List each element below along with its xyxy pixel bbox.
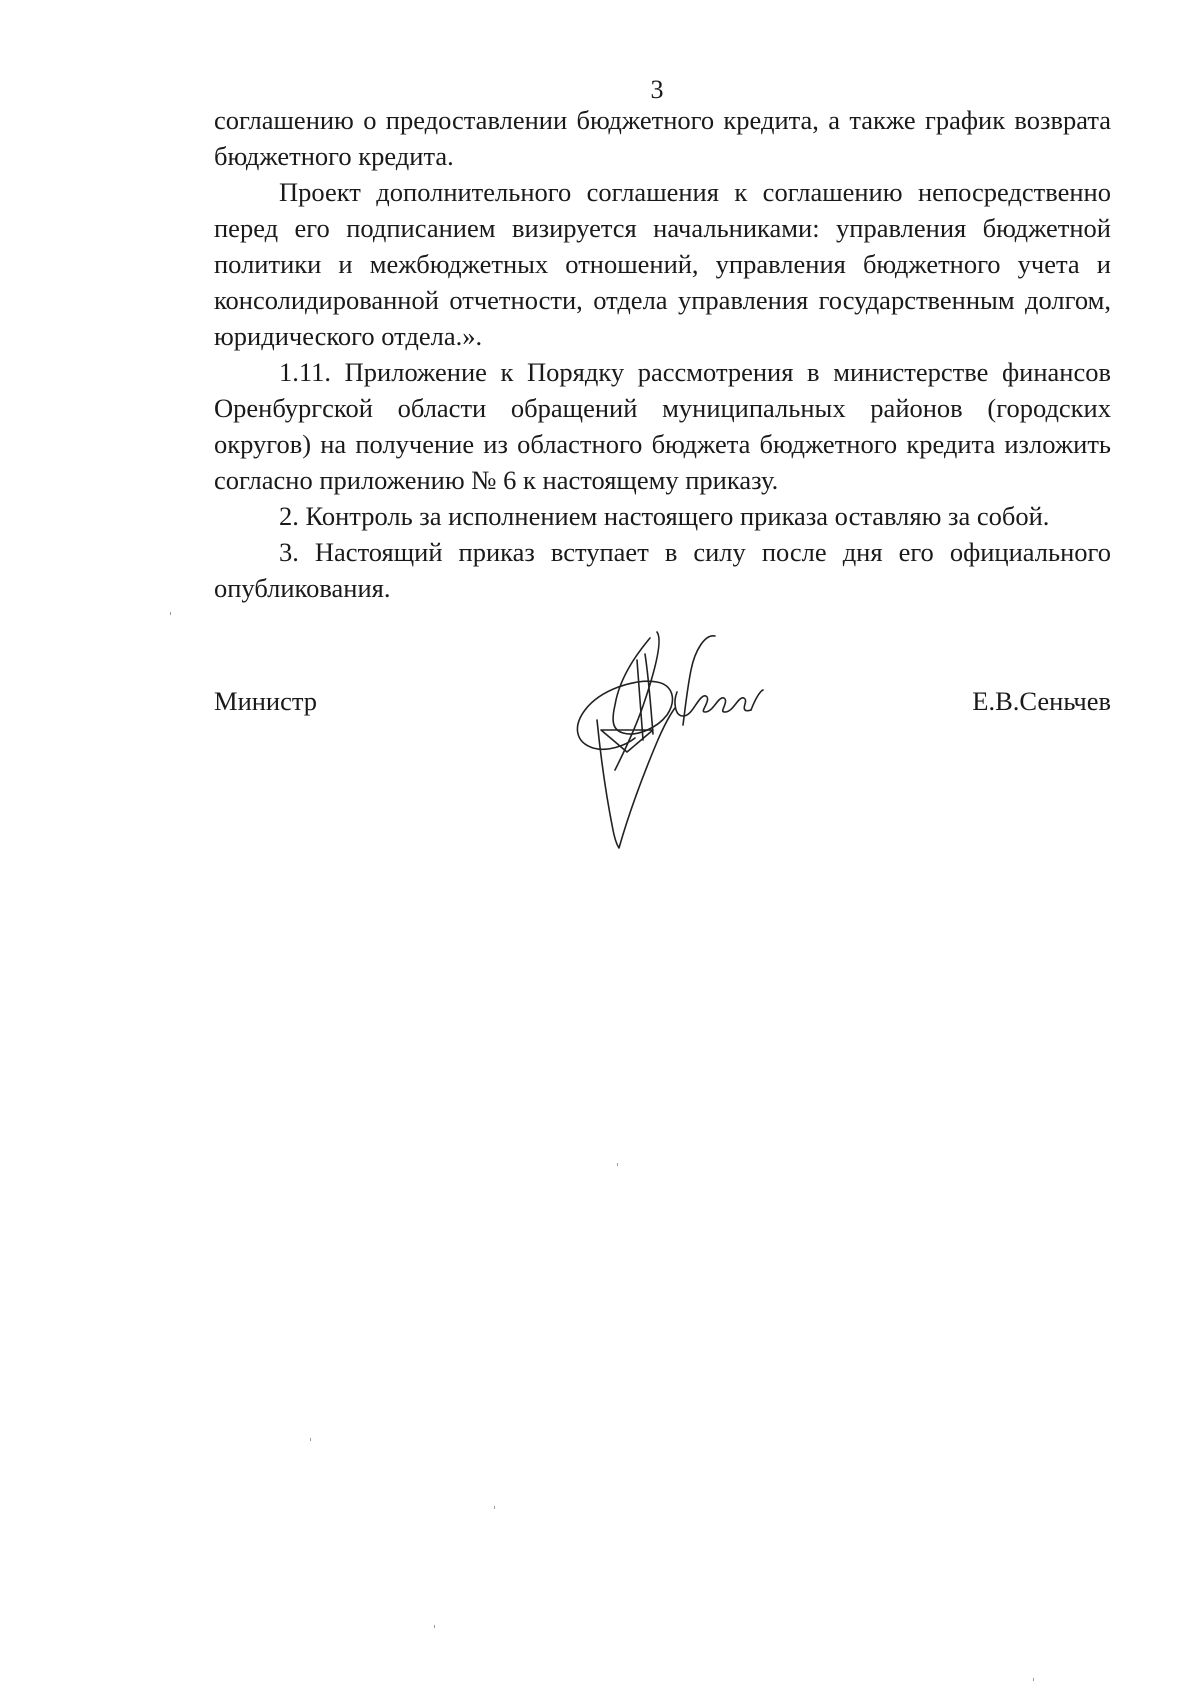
paragraph-draft-agreement: Проект дополнительного соглашения к соглашению непосредственно перед его подписанием визируется начальниками: управления бюджетной политики и межбюджетных отношений, управления бюджетного учета и консолидированной отчетности, отдела управления государственным долгом, юридического отдела.».	[214, 177, 1111, 351]
signatory-position: Министр	[214, 686, 318, 716]
scan-speck	[494, 1506, 495, 1509]
paragraph-continuation: соглашению о предоставлении бюджетного кредита, а также график возврата бюджетного кредита.	[214, 105, 1111, 171]
scan-speck	[434, 1625, 435, 1628]
scan-speck	[617, 1163, 618, 1166]
handwritten-signature	[545, 630, 785, 865]
paragraph-item-1-11: 1.11. Приложение к Порядку рассмотрения в министерстве финансов Оренбургской области обращений муниципальных районов (городских округов) на получение из областного бюджета бюджетного кредита изложить согласно приложению № 6 к настоящему приказу.	[214, 357, 1111, 495]
scan-speck	[1033, 1678, 1034, 1681]
page-number: 3	[650, 75, 664, 104]
scan-speck	[170, 612, 171, 615]
document-body	[214, 102, 1111, 606]
paragraph-item-2: 2. Контроль за исполнением настоящего приказа оставляю за собой.	[279, 501, 1050, 531]
paragraph-item-3: 3. Настоящий приказ вступает в силу после дня его официального опубликования.	[214, 537, 1111, 603]
signatory-name: Е.В.Сеньчев	[972, 686, 1111, 716]
scan-speck	[310, 1438, 311, 1441]
